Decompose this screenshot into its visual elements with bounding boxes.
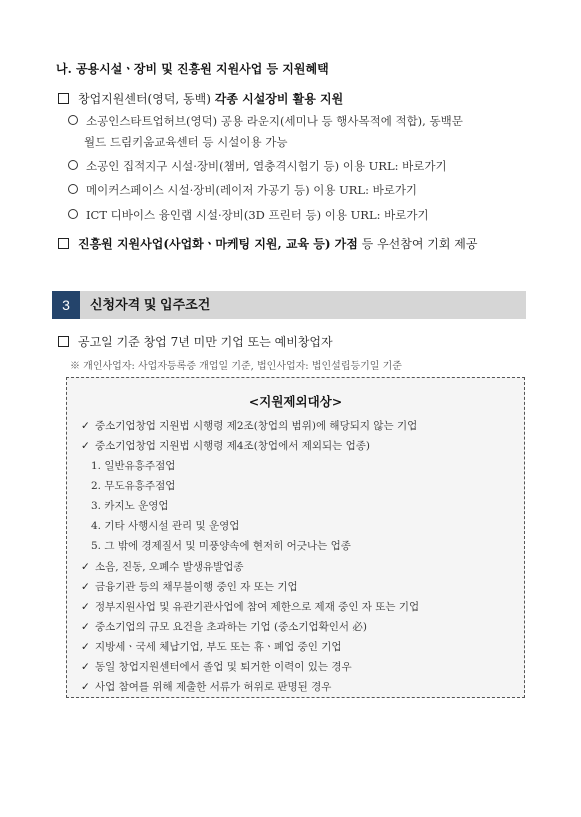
section-na-title: 나. 공용시설ㆍ장비 및 진흥원 지원사업 등 지원혜택: [56, 62, 329, 76]
exclusion-check-item: ✓ 중소기업창업 지원법 시행령 제4조(창업에서 제외되는 업종): [81, 440, 370, 452]
section-3-banner: [52, 291, 526, 319]
exclusion-check-item: ✓ 지방세ㆍ국세 체납기업, 부도 또는 휴ㆍ폐업 중인 기업: [81, 641, 342, 653]
excluded-industry-item: 2. 무도유흥주점업: [91, 480, 176, 492]
eligibility-item: 공고일 기준 창업 7년 미만 기업 또는 예비창업자: [58, 333, 333, 350]
excluded-industry-item: 1. 일반유흥주점업: [91, 460, 176, 472]
check-icon: ✓: [81, 440, 90, 452]
facility-bullet-1: 소공인스타트업허브(영덕) 공용 라운지(세미나 등 행사목적에 적합), 동백문: [68, 111, 463, 131]
exclusion-check-item: ✓ 중소기업창업 지원법 시행령 제2조(창업의 범위)에 해당되지 않는 기업: [81, 420, 418, 432]
benefit-item-facilities: 창업지원센터(영덕, 동백) 각종 시설장비 활용 지원: [58, 90, 343, 107]
square-bullet-icon: [58, 93, 69, 104]
section-number: 3: [52, 291, 80, 319]
check-icon: ✓: [81, 581, 90, 593]
check-icon: ✓: [81, 681, 90, 693]
exclusion-check-item: ✓ 사업 참여를 위해 제출한 서류가 허위로 판명된 경우: [81, 681, 332, 693]
exclusion-box-title: <지원제외대상>: [248, 394, 343, 409]
facility-bullet-1-continued: 월드 드림키움교육센터 등 시설이용 가능: [84, 135, 288, 149]
facility-bullet-2: 소공인 집적지구 시설·장비(챔버, 열충격시험기 등) 이용 URL: 바로가기: [68, 156, 447, 176]
exclusion-box: [66, 377, 525, 698]
exclusion-check-item: ✓ 소음, 진동, 오폐수 발생유발업종: [81, 561, 244, 573]
square-bullet-icon: [58, 336, 69, 347]
facility-bullet-4: ICT 디바이스 융인랩 시설·장비(3D 프린터 등) 이용 URL: 바로가기: [68, 205, 429, 225]
exclusion-check-item: ✓ 정부지원사업 및 유관기관사업에 참여 제한으로 제재 중인 자 또는 기업: [81, 601, 420, 613]
exclusion-check-item: ✓ 중소기업의 규모 요건을 초과하는 기업 (중소기업확인서 必): [81, 621, 368, 633]
eligibility-note: ※ 개인사업자: 사업자등록증 개업일 기준, 법인사업자: 법인설립등기일 기준: [70, 361, 402, 372]
check-icon: ✓: [81, 601, 90, 613]
excluded-industry-item: 3. 카지노 운영업: [91, 500, 169, 512]
circle-bullet-icon: [68, 209, 78, 219]
exclusion-check-item: ✓ 동일 창업지원센터에서 졸업 및 퇴거한 이력이 있는 경우: [81, 661, 352, 673]
square-bullet-icon: [58, 238, 69, 249]
circle-bullet-icon: [68, 184, 78, 194]
exclusion-check-item: ✓ 금융기관 등의 채무불이행 중인 자 또는 기업: [81, 581, 298, 593]
section-title: 신청자격 및 입주조건: [90, 297, 211, 312]
excluded-industry-item: 5. 그 밖에 경제질서 및 미풍양속에 현저히 어긋나는 업종: [91, 540, 351, 552]
check-icon: ✓: [81, 661, 90, 673]
excluded-industry-item: 4. 기타 사행시설 관리 및 운영업: [91, 520, 240, 532]
circle-bullet-icon: [68, 160, 78, 170]
benefit-item-program-points: 진흥원 지원사업(사업화ㆍ마케팅 지원, 교육 등) 가점 등 우선참여 기회 제공: [58, 235, 477, 252]
check-icon: ✓: [81, 621, 90, 633]
circle-bullet-icon: [68, 115, 78, 125]
check-icon: ✓: [81, 641, 90, 653]
check-icon: ✓: [81, 420, 90, 432]
facility-bullet-3: 메이커스페이스 시설·장비(레이저 가공기 등) 이용 URL: 바로가기: [68, 180, 417, 200]
check-icon: ✓: [81, 561, 90, 573]
